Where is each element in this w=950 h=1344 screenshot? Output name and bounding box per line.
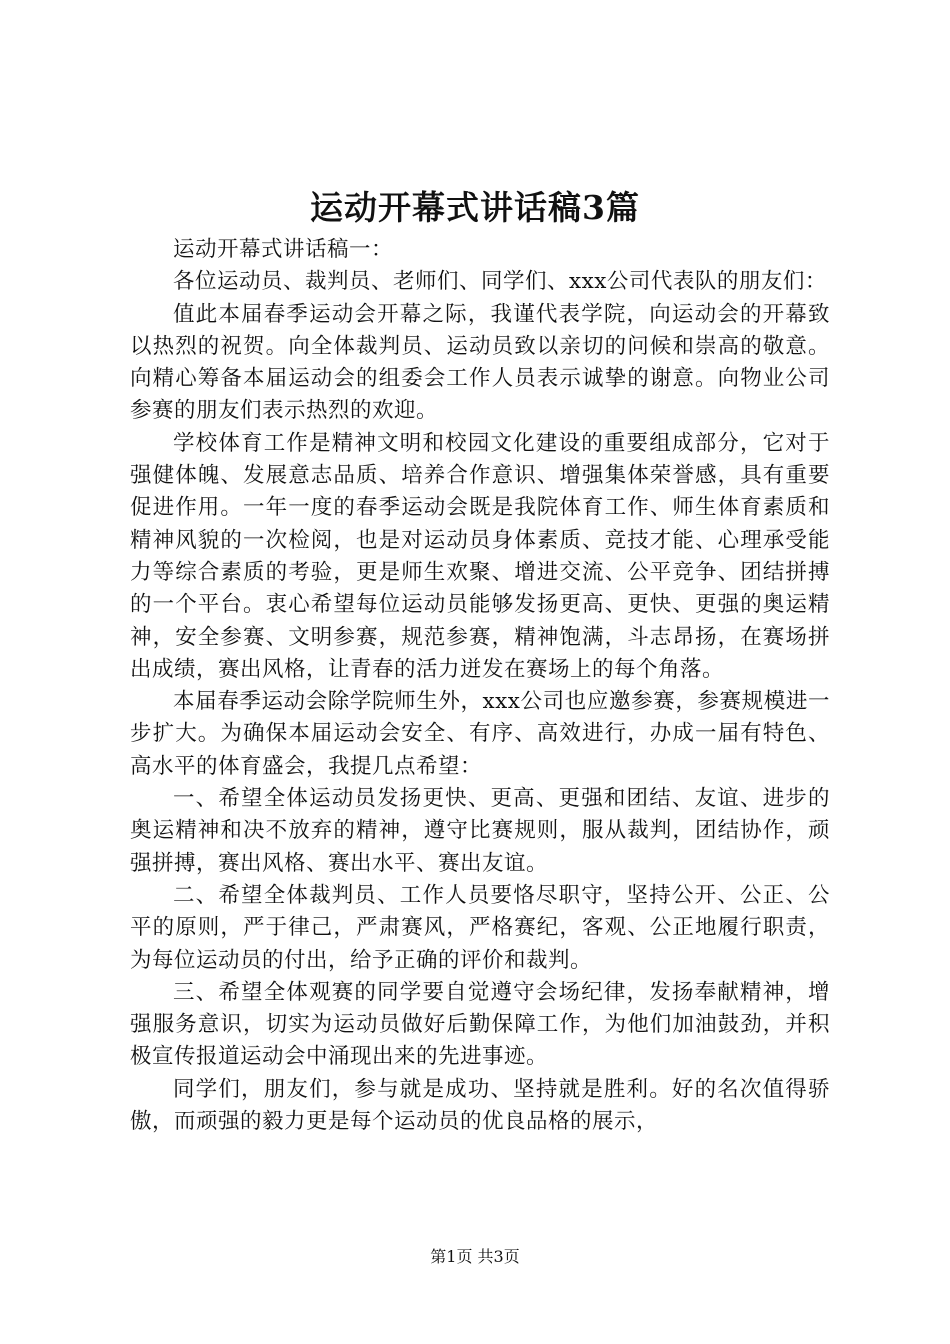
paragraph: 本届春季运动会除学院师生外，xxx公司也应邀参赛，参赛规模进一步扩大。为确保本届运动会安全、有序、高效进行，办成一届有特色、高水平的体育盛会，我提几点希望： — [130, 689, 830, 779]
document-body — [130, 234, 830, 1138]
paragraph: 三、希望全体观赛的同学要自觉遵守会场纪律，发扬奉献精神，增强服务意识，切实为运动员做好后勤保障工作，为他们加油鼓劲，并积极宣传报道运动会中涌现出来的先进事迹。 — [130, 979, 830, 1070]
document-title: 运动开幕式讲话稿3篇 — [310, 188, 640, 227]
paragraph: 值此本届春季运动会开幕之际，我谨代表学院，向运动会的开幕致以热烈的祝贺。向全体裁判员、运动员致以亲切的问候和崇高的敬意。向精心筹备本届运动会的组委会工作人员表示诚挚的谢意。向物业公司参赛的朋友们表示热烈的欢迎。 — [130, 301, 830, 424]
paragraph: 同学们，朋友们，参与就是成功、坚持就是胜利。好的名次值得骄傲，而顽强的毅力更是每个运动员的优良品格的展示， — [130, 1076, 830, 1135]
paragraph: 二、希望全体裁判员、工作人员要恪尽职守，坚持公开、公正、公平的原则，严于律己，严肃赛风，严格赛纪，客观、公正地履行职责，为每位运动员的付出，给予正确的评价和裁判。 — [130, 882, 830, 973]
page-number-footer: 第1页 共3页 — [430, 1247, 520, 1266]
paragraph-heading: 运动开幕式讲话稿一： — [173, 237, 394, 262]
paragraph-salutation: 各位运动员、裁判员、老师们、同学们、xxx公司代表队的朋友们： — [173, 269, 827, 295]
paragraph: 学校体育工作是精神文明和校园文化建设的重要组成部分，它对于强健体魄、发展意志品质、培养合作意识、增强集体荣誉感，具有重要促进作用。一年一度的春季运动会既是我院体育工作、师生体育素质和精神风貌的一次检阅，也是对运动员身体素质、竞技才能、心理承受能力等综合素质的考验，更是师生欢聚、增进交流、公平竞争、团结拼搏的一个平台。衷心希望每位运动员能够发扬更高、更快、更强的奥运精神，安全参赛、文明参赛，规范参赛，精神饱满，斗志昂扬，在赛场拼出成绩，赛出风格，让青春的活力迸发在赛场上的每个角落。 — [130, 430, 830, 682]
paragraph: 一、希望全体运动员发扬更快、更高、更强和团结、友谊、进步的奥运精神和决不放弃的精神，遵守比赛规则，服从裁判，团结协作，顽强拼搏，赛出风格、赛出水平、赛出友谊。 — [130, 786, 830, 876]
